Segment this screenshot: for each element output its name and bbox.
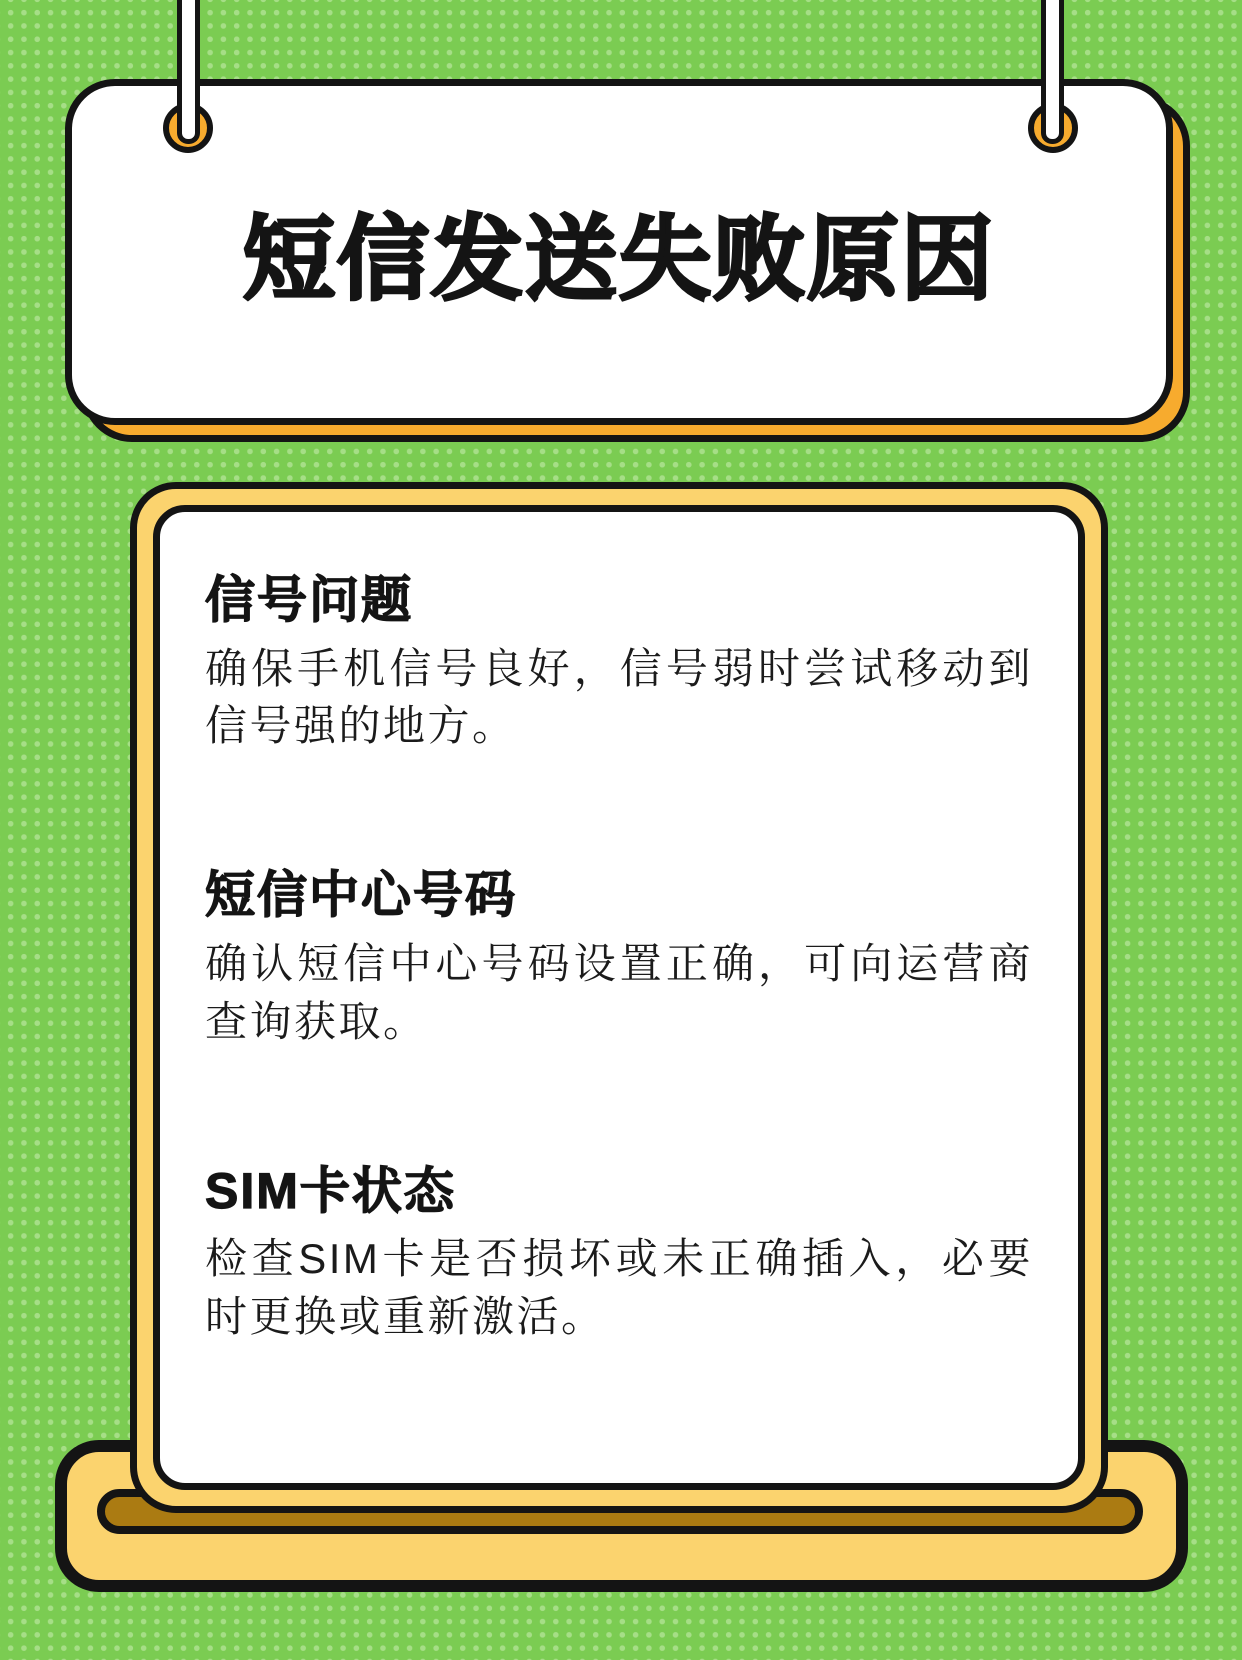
- section-heading: 短信中心号码: [205, 867, 517, 924]
- section-body: 确认短信中心号码设置正确，可向运营商查询获取。: [205, 939, 1033, 1045]
- title-sign: [65, 79, 1173, 425]
- section-heading: SIM卡状态: [205, 1162, 456, 1219]
- content-board: [130, 482, 1108, 1513]
- hanging-strap-right: [1041, 0, 1064, 144]
- section-sms-center-number: [205, 867, 1033, 1050]
- section-heading: 信号问题: [205, 572, 413, 628]
- section-signal-problem: [205, 572, 1033, 755]
- section-sim-card-status: [205, 1163, 1033, 1346]
- poster-title: 短信发送失败原因: [242, 209, 995, 311]
- content-panel: [153, 505, 1085, 1490]
- hanging-strap-left: [177, 0, 200, 144]
- section-body: 确保手机信号良好，信号弱时尝试移动到信号强的地方。: [205, 644, 1033, 750]
- section-body: 检查SIM卡是否损坏或未正确插入，必要时更换或重新激活。: [205, 1235, 1033, 1341]
